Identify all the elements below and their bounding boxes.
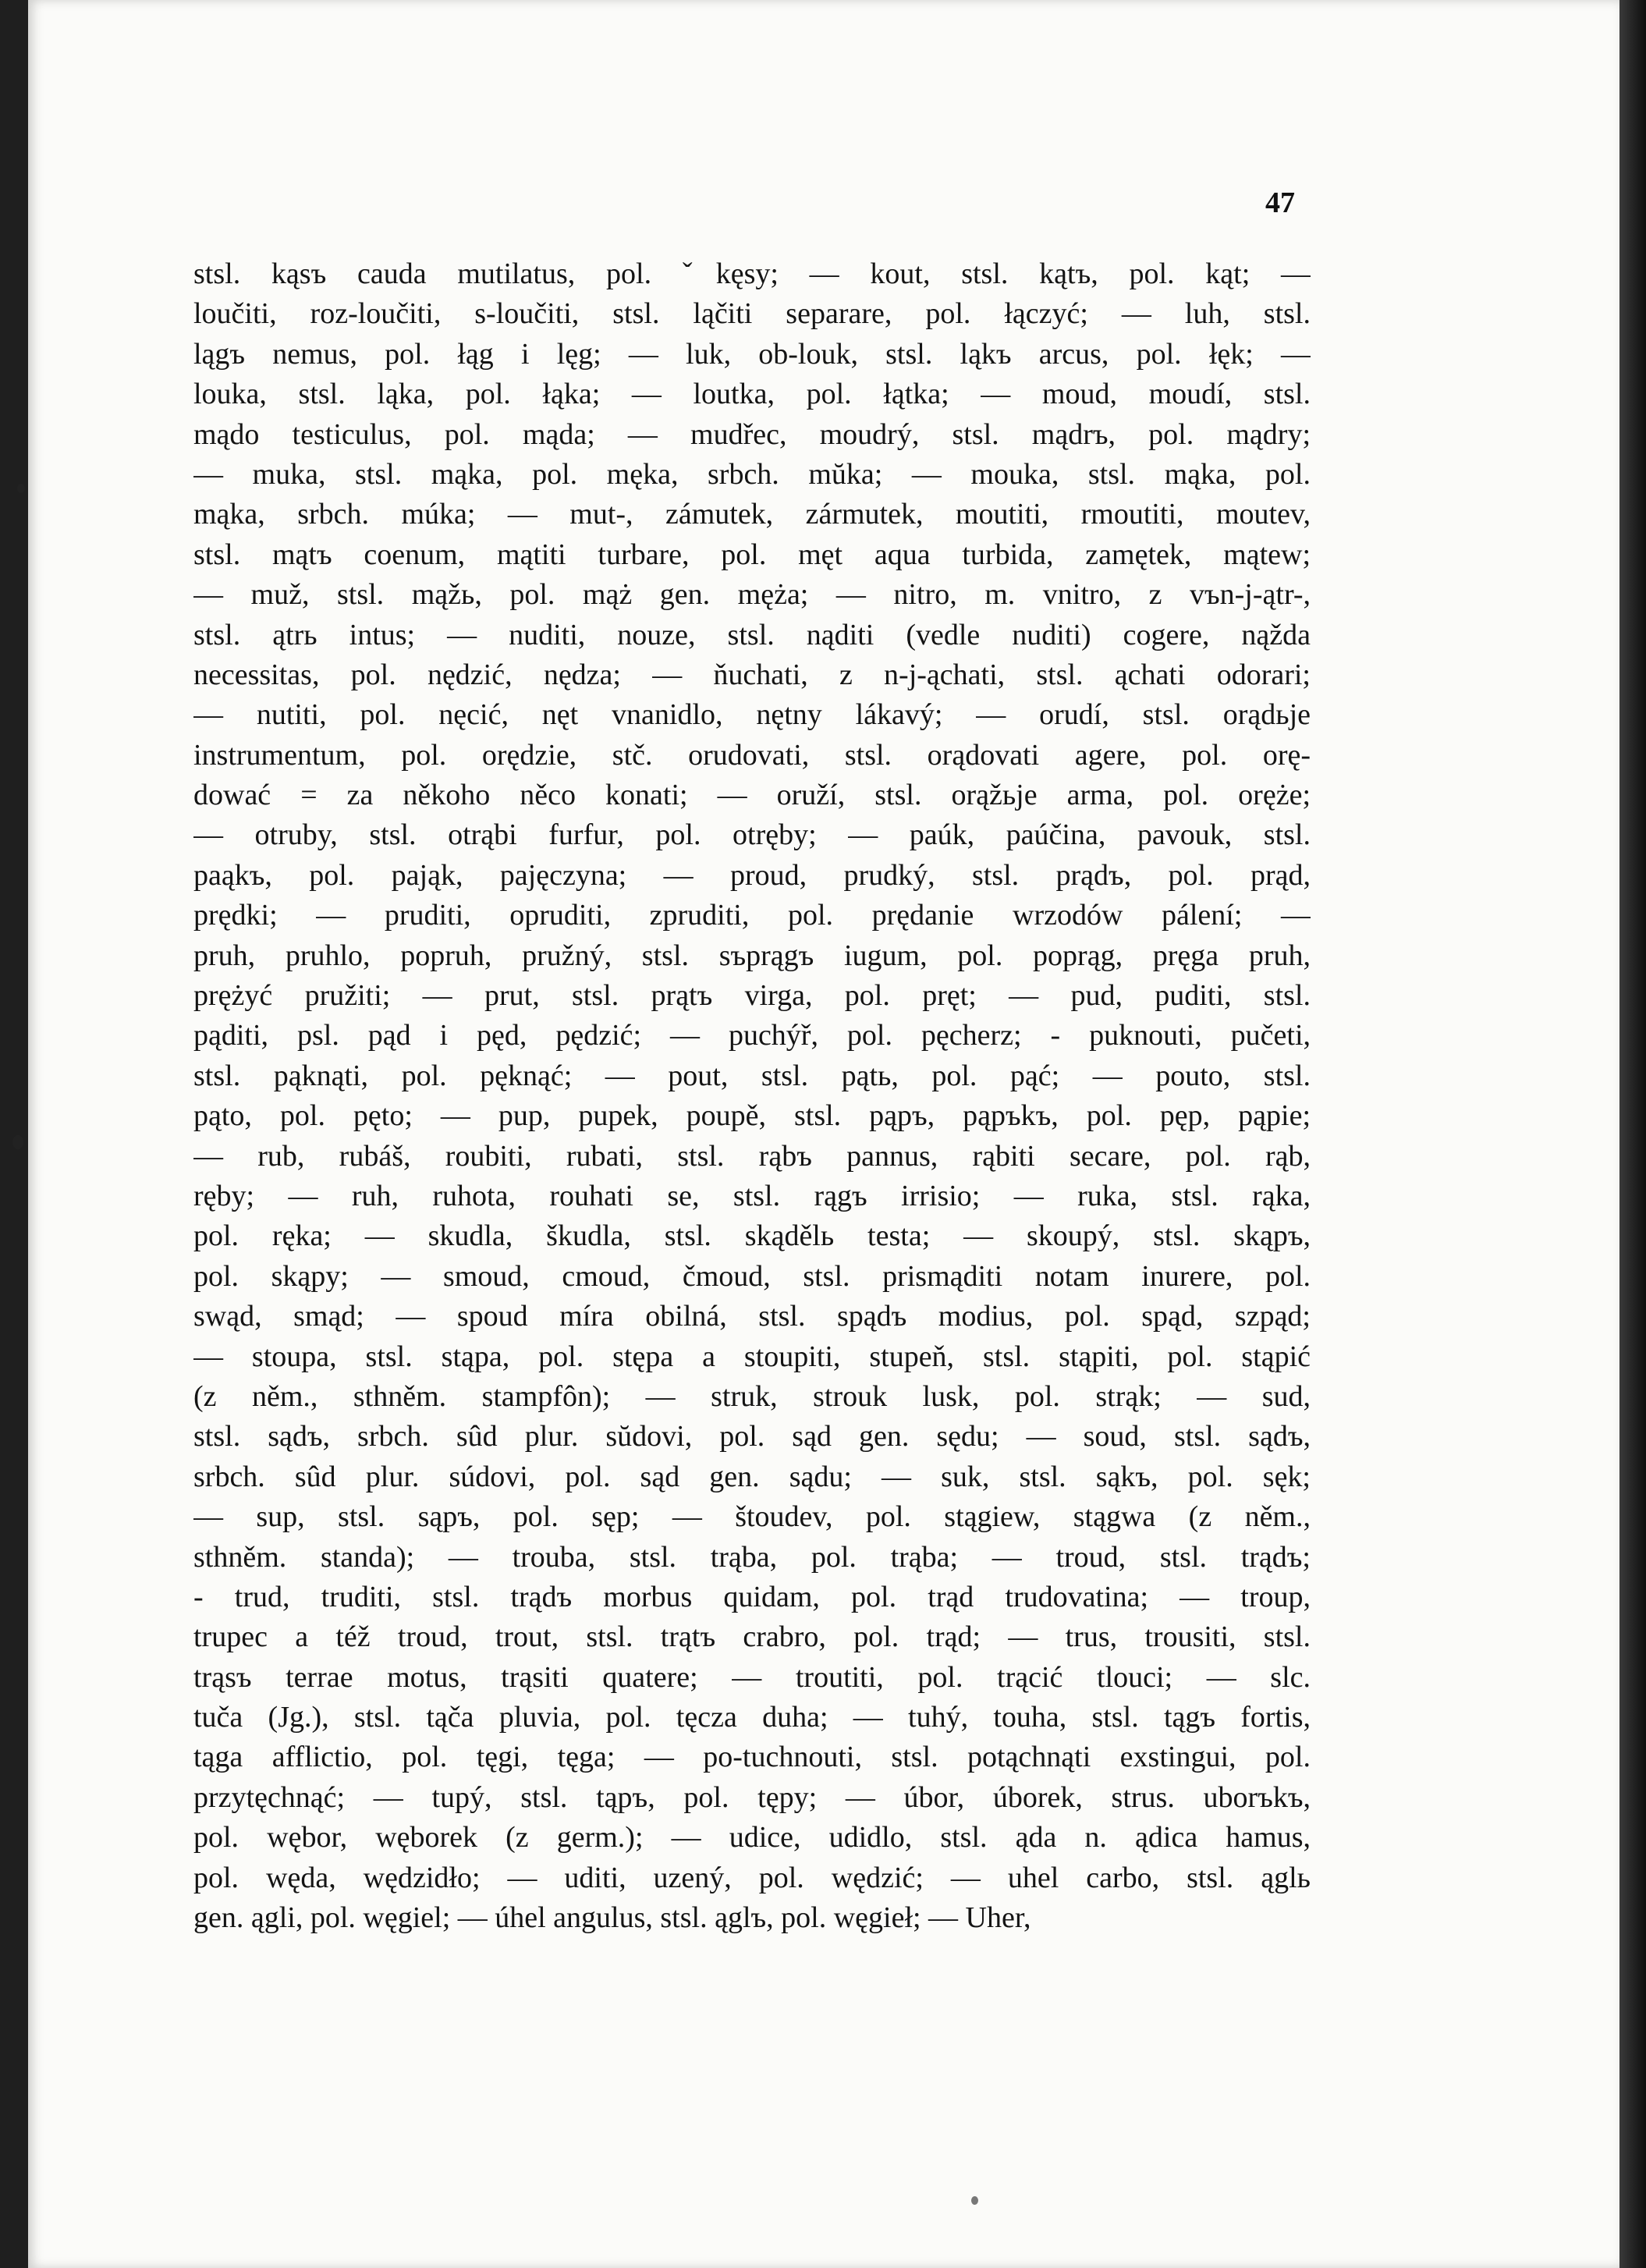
text-line: swąd, smąd; — spoud míra obilná, stsl. spądъ modius, pol. spąd, szpąd; (193, 1300, 1311, 1333)
text-line: pruh, pruhlo, popruh, pružný, stsl. sъprągъ iugum, pol. poprąg, pręga pruh, (193, 939, 1311, 972)
text-line: mądo testiculus, pol. mąda; — mudřec, moudrý, stsl. mądrъ, pol. mądry; (193, 417, 1311, 451)
text-line: gen. ągli, pol. węgiel; — úhel angulus, stsl. ąglъ, pol. węgieł; — Uher, (193, 1901, 1031, 1935)
speck-mark (971, 2196, 978, 2205)
text-line: loučiti, roz-loučiti, s-loučiti, stsl. ląčiti separare, pol. łączyć; — luh, stsl. (193, 297, 1311, 331)
page-number: 47 (1265, 186, 1295, 219)
text-line: stsl. sądъ, srbch. sûd plur. sŭdovi, pol. sąd gen. sędu; — soud, stsl. sądъ, (193, 1420, 1311, 1453)
text-line: lągъ nemus, pol. łąg i lęg; — luk, ob-louk, stsl. ląkъ arcus, pol. łęk; — (193, 337, 1311, 371)
text-line: instrumentum, pol. orędzie, stč. orudovati, stsl. orądovati agere, pol. orę- (193, 738, 1311, 772)
text-line: (z něm., sthněm. stampfôn); — struk, strouk lusk, pol. strąk; — sud, (193, 1379, 1311, 1413)
text-line: stsl. pąknąti, pol. pęknąć; — pout, stsl. pątь, pol. pąć; — pouto, stsl. (193, 1059, 1311, 1092)
text-line: - trud, truditi, stsl. trądъ morbus quidam, pol. trąd trudovatina; — troup, (193, 1580, 1311, 1613)
text-line: trąsъ terrae motus, trąsiti quatere; — troutiti, pol. trącić tlouci; — slc. (193, 1660, 1311, 1694)
text-line: stsl. mątъ coenum, mątiti turbare, pol. męt aqua turbida, zamętek, mątew; (193, 538, 1311, 571)
text-line: srbch. sûd plur. súdovi, pol. sąd gen. sądu; — suk, stsl. sąkъ, pol. sęk; (193, 1460, 1311, 1493)
text-line: — muž, stsl. mąžь, pol. mąż gen. męża; — nitro, m. vnitro, z vъn-j-ątr-, (193, 578, 1311, 612)
text-line: pol. skąpy; — smoud, cmoud, čmoud, stsl. prismąditi notam inurere, pol. (193, 1259, 1311, 1293)
text-line: trupec a též troud, trout, stsl. trątъ crabro, pol. trąd; — trus, trousiti, stsl. (193, 1620, 1311, 1654)
speck-mark (17, 484, 25, 493)
text-line: louka, stsl. ląka, pol. łąka; — loutka, pol. łątka; — moud, moudí, stsl. (193, 378, 1311, 411)
text-line: tąga afflictio, pol. tęgi, tęga; — po-tuchnouti, stsl. potąchnąti exstingui, pol. (193, 1741, 1311, 1774)
text-line: stsl. ątrь intus; — nuditi, nouze, stsl. nąditi (vedle nuditi) cogere, nąžda (193, 618, 1311, 651)
text-line: prędki; — pruditi, opruditi, zpruditi, pol. prędanie wrzodów pálení; — (193, 899, 1311, 932)
body-text (193, 254, 1311, 1938)
text-line: tuča (Jg.), stsl. tąča pluvia, pol. tęcza duha; — tuhý, touha, stsl. tągъ fortis, (193, 1701, 1311, 1734)
text-line: przytęchnąć; — tupý, stsl. tąpъ, pol. tępy; — úbor, úborek, strus. uborъkъ, (193, 1780, 1311, 1814)
text-line: mąka, srbch. múka; — mut-, zámutek, zármutek, moutiti, rmoutiti, moutev, (193, 498, 1311, 531)
text-line: necessitas, pol. nędzić, nędza; — ňuchati, z n-j-ąchati, stsl. ąchati odorari; (193, 658, 1311, 691)
text-line: pol. ręka; — skudla, škudla, stsl. skądělь testa; — skoupý, stsl. skąpъ, (193, 1219, 1311, 1253)
text-line: pąto, pol. pęto; — pup, pupek, poupě, stsl. pąpъ, pąpъkъ, pol. pęp, pąpie; (193, 1099, 1311, 1133)
text-line: — sup, stsl. sąpъ, pol. sęp; — štoudev, pol. stągiew, stągwa (z něm., (193, 1500, 1311, 1534)
text-line: sthněm. standa); — trouba, stsl. trąba, pol. trąba; — troud, stsl. trądъ; (193, 1540, 1311, 1574)
book-edge (1619, 0, 1646, 2268)
text-line: pol. węda, wędzidło; — uditi, uzený, pol. wędzić; — uhel carbo, stsl. ąglь (193, 1861, 1311, 1894)
text-line: ręby; — ruh, ruhota, rouhati se, stsl. rągъ irrisio; — ruka, stsl. rąka, (193, 1179, 1311, 1212)
text-line: — stoupa, stsl. stąpa, pol. stępa a stoupiti, stupeň, stsl. stąpiti, pol. stąpić (193, 1340, 1311, 1373)
text-line: — muka, stsl. mąka, pol. męka, srbch. mŭka; — mouka, stsl. mąka, pol. (193, 457, 1311, 491)
text-line: pąditi, psl. pąd i pęd, pędzić; — puchýř, pol. pęcherz; - puknouti, pučeti, (193, 1019, 1311, 1052)
text-line: prężyć pružiti; — prut, stsl. prątъ virga, pol. pręt; — pud, puditi, stsl. (193, 979, 1311, 1013)
speck-mark (12, 1135, 23, 1149)
text-line: stsl. kąsъ cauda mutilatus, pol. ˇkęsy; — kout, stsl. kątъ, pol. kąt; — (193, 257, 1311, 290)
text-line: paąkъ, pol. pająk, pajęczyna; — proud, prudký, stsl. prądъ, pol. prąd, (193, 858, 1311, 892)
text-line: — nutiti, pol. nęcić, nęt vnanidlo, nętny lákavý; — orudí, stsl. orądьje (193, 698, 1311, 732)
text-line: dować = za někoho něco konati; — oruží, stsl. orąžьje arma, pol. oręże; (193, 779, 1311, 812)
text-line: — rub, rubáš, roubiti, rubati, stsl. rąbъ pannus, rąbiti secare, pol. rąb, (193, 1139, 1311, 1173)
text-line: — otruby, stsl. otrąbi furfur, pol. otręby; — paúk, paúčina, pavouk, stsl. (193, 818, 1311, 852)
text-line: pol. wębor, węborek (z germ.); — udice, udidlo, stsl. ąda n. ądica hamus, (193, 1821, 1311, 1855)
